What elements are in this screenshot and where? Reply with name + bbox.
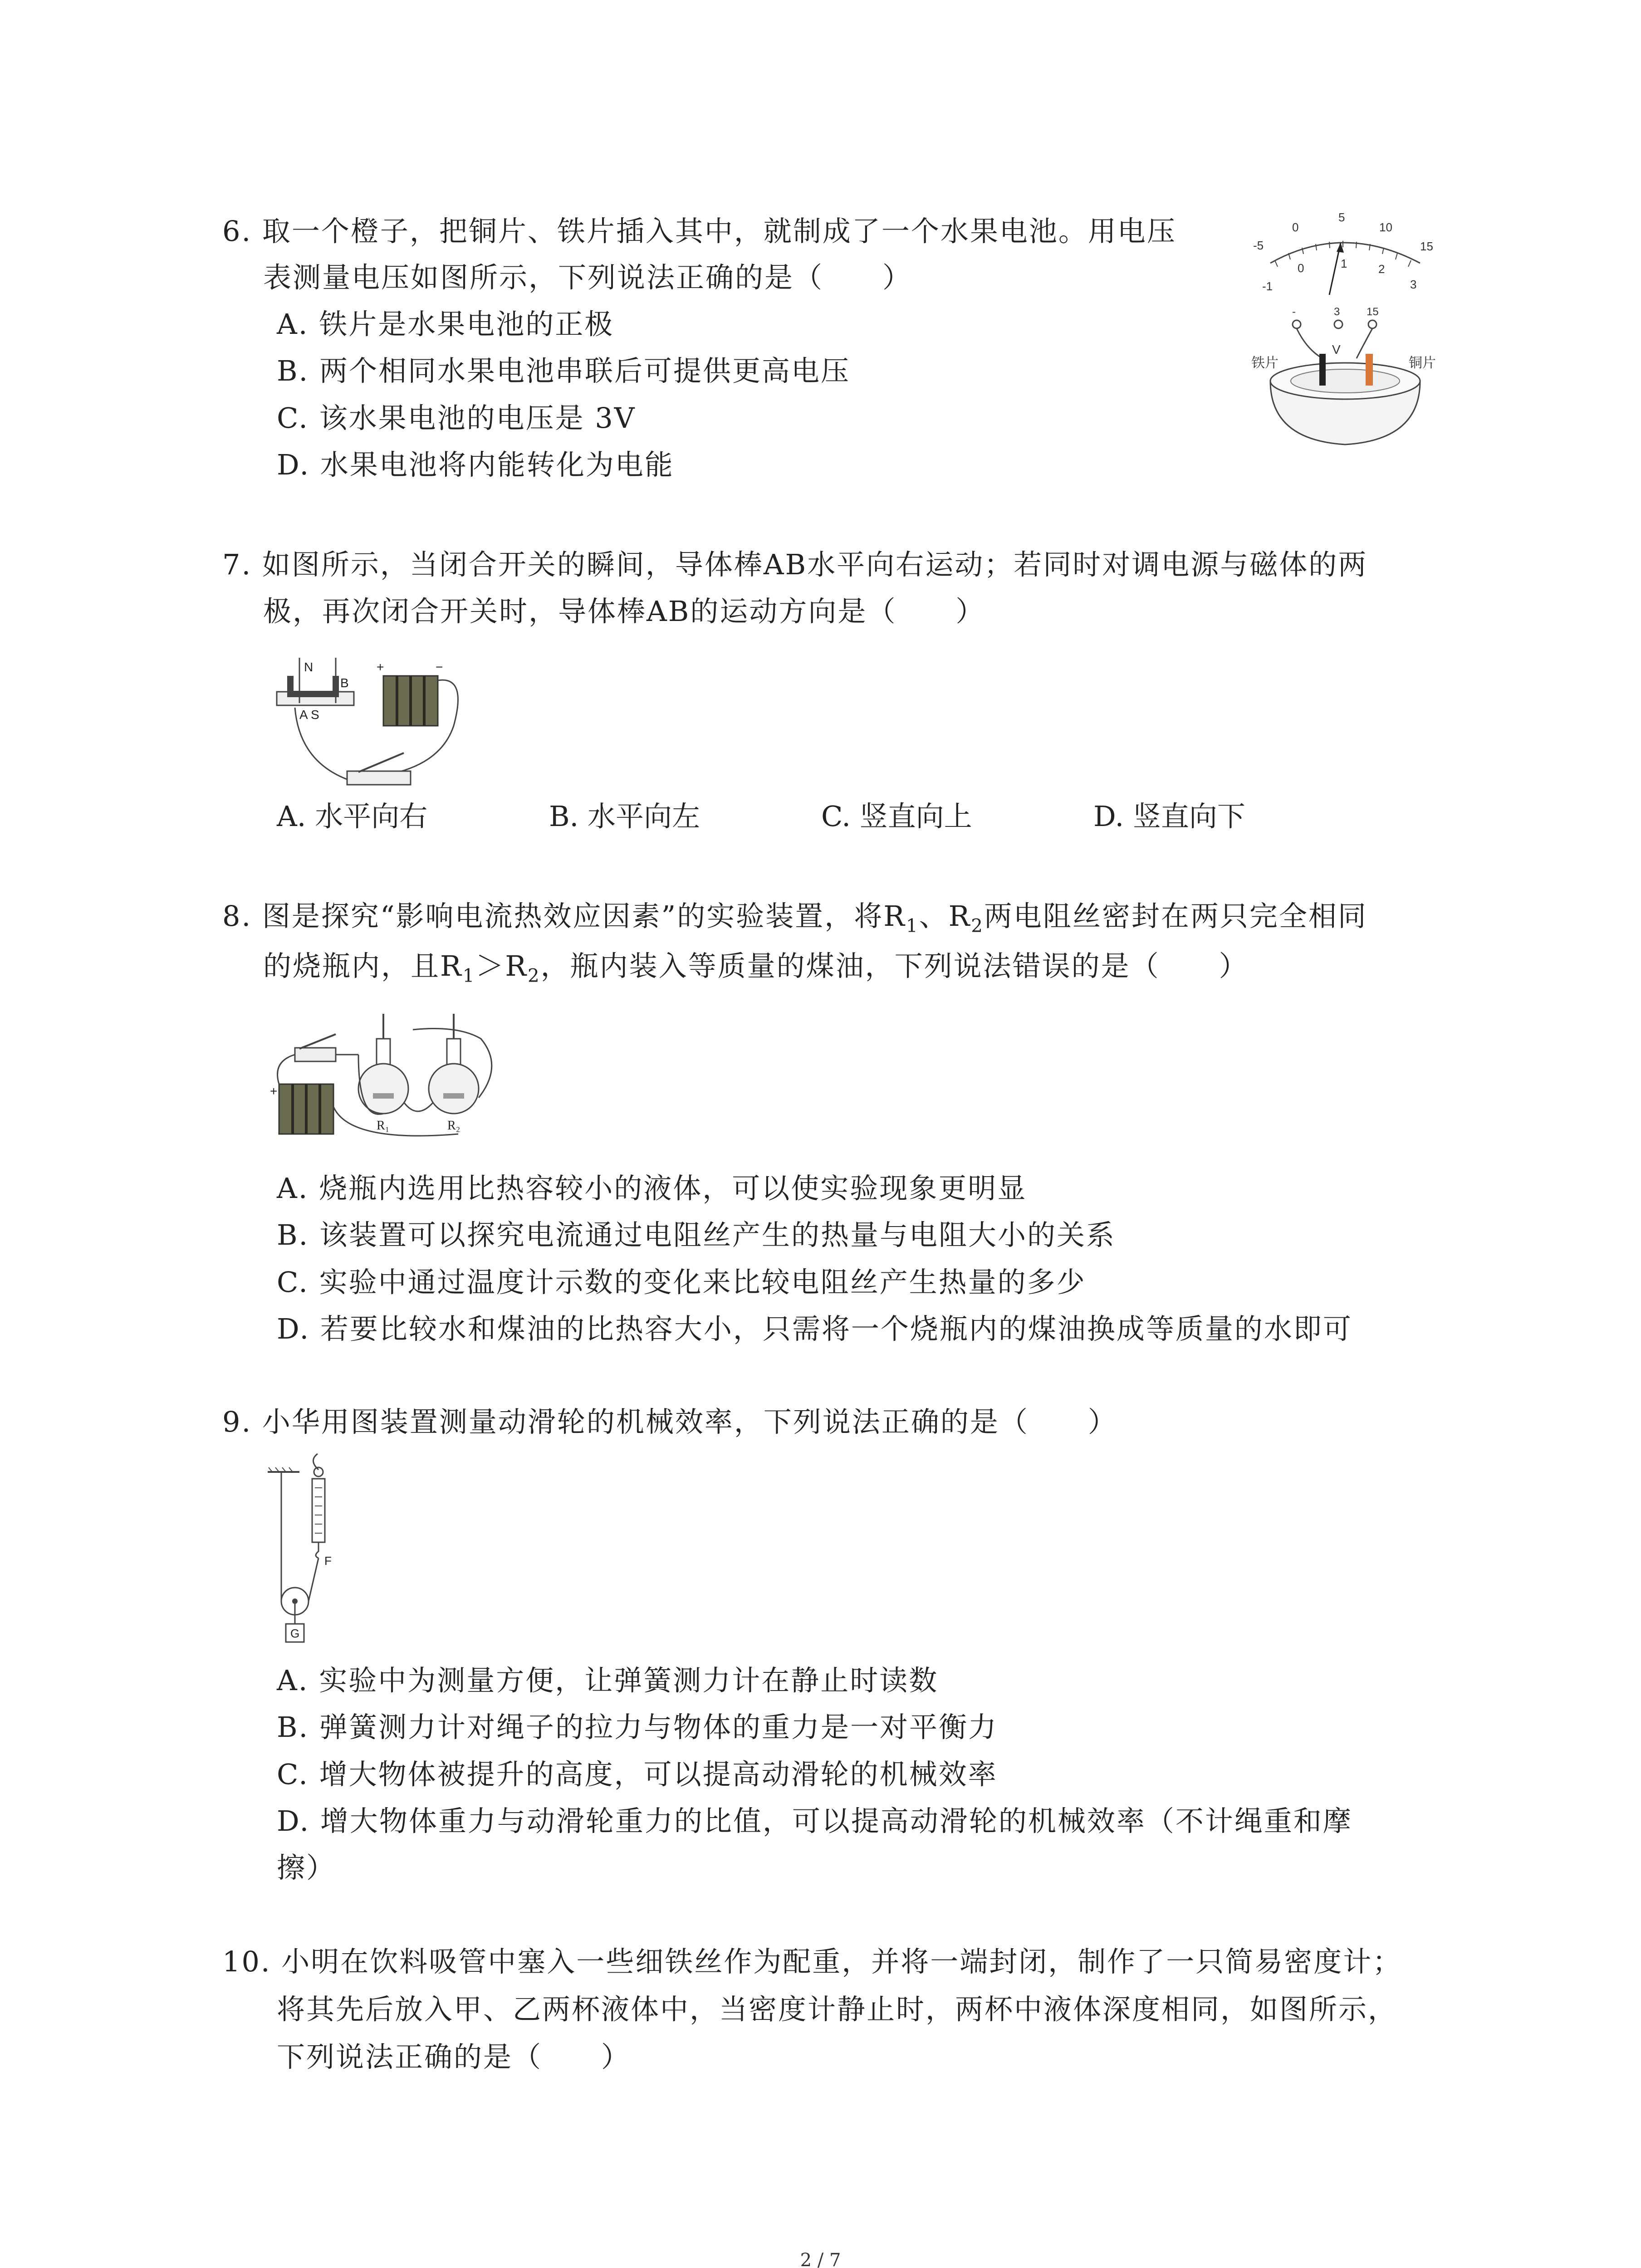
label-plus: + — [270, 1084, 278, 1098]
label-a: A — [299, 708, 308, 722]
label-b: B — [340, 676, 349, 690]
label-f: F — [324, 1554, 332, 1568]
battery-pack — [383, 676, 438, 726]
q9-option-c: C. 增大物体被提升的高度，可以提高动滑轮的机械效率 — [277, 1758, 998, 1791]
heating-flask-figure — [268, 1012, 513, 1148]
switch-base — [295, 1048, 336, 1061]
q7-stem-line2: 极，再次闭合开关时，导体棒AB的运动方向是（ ） — [263, 595, 985, 628]
q7-options — [277, 798, 1245, 835]
battery-pack — [279, 1084, 333, 1134]
scale-bottom-label: 1 — [1341, 257, 1347, 270]
meter-symbol: V — [1332, 342, 1341, 357]
q7-option-d: D. 竖直向下 — [1093, 800, 1245, 833]
scale-bottom-label: 3 — [1410, 278, 1417, 291]
label-s: S — [311, 708, 319, 722]
conductor-rod-figure — [268, 649, 485, 794]
q8-option-b: B. 该装置可以探究电流通过电阻丝产生的热量与电阻大小的关系 — [277, 1218, 1116, 1251]
q8-option-a: A. 烧瓶内选用比热容较小的液体，可以使实验现象更明显 — [277, 1172, 1027, 1205]
q6-stem-line1: 6. 取一个橙子，把铜片、铁片插入其中，就制成了一个水果电池。用电压 — [222, 215, 1176, 248]
q8-option-c: C. 实验中通过温度计示数的变化来比较电阻丝产生热量的多少 — [277, 1266, 1086, 1299]
iron-plate — [1319, 354, 1326, 386]
iron-label: 铁片 — [1251, 355, 1279, 371]
q7-option-b: B. 水平向左 — [549, 800, 700, 833]
fruit-battery-figure — [1243, 200, 1452, 454]
q6-option-a: A. 铁片是水果电池的正极 — [277, 308, 614, 341]
copper-label: 铜片 — [1409, 355, 1436, 371]
q7-option-a: A. 水平向右 — [277, 800, 428, 833]
label-r1: R₁ — [377, 1119, 390, 1133]
scale-top-label: 5 — [1338, 210, 1345, 224]
terminal-label: - — [1292, 306, 1296, 318]
q6-option-b: B. 两个相同水果电池串联后可提供更高电压 — [277, 354, 850, 387]
label-g: G — [290, 1627, 300, 1640]
scale-bottom-label: 2 — [1378, 262, 1385, 276]
q6-option-c: C. 该水果电池的电压是 3V — [277, 401, 636, 435]
label-minus: − — [436, 660, 443, 674]
pulley-figure — [268, 1452, 349, 1660]
scale-top-label: 0 — [1292, 220, 1299, 234]
scale-bottom-label: -1 — [1262, 279, 1273, 293]
scale-top-label: 10 — [1379, 220, 1392, 234]
q9-option-d: D. 增大物体重力与动滑轮重力的比值，可以提高动滑轮的机械效率（不计绳重和摩 — [277, 1804, 1352, 1838]
q9-option-d-cont: 擦） — [277, 1851, 336, 1884]
terminal-label: 15 — [1367, 306, 1379, 318]
switch-lever — [358, 753, 404, 772]
q8-stem-line1: 8. 图是探究“影响电流热效应因素”的实验装置，将$R_1$、$R_2$两电阻丝密封在两只完全相同 — [222, 899, 1367, 937]
q8-stem-line2: 的烧瓶内，且$R_1>R_2$，瓶内装入等质量的煤油，下列说法错误的是（ ） — [263, 949, 1249, 987]
label-plus: + — [377, 660, 384, 674]
q9-option-b: B. 弹簧测力计对绳子的拉力与物体的重力是一对平衡力 — [277, 1711, 998, 1744]
q10-stem-line2: 将其先后放入甲、乙两杯液体中，当密度计静止时，两杯中液体深度相同，如图所示， — [277, 1993, 1398, 2026]
page-number: 2 / 7 — [800, 2250, 841, 2268]
scale-top-label: 15 — [1420, 240, 1433, 253]
q8-option-d: D. 若要比较水和煤油的比热容大小，只需将一个烧瓶内的煤油换成等质量的水即可 — [277, 1312, 1352, 1345]
label-r2: R₂ — [447, 1119, 460, 1133]
q9-option-a: A. 实验中为测量方便，让弹簧测力计在静止时读数 — [277, 1664, 939, 1697]
q9-stem-line1: 9. 小华用图装置测量动滑轮的机械效率，下列说法正确的是（ ） — [222, 1405, 1117, 1438]
label-n: N — [304, 660, 314, 674]
switch-base — [347, 771, 411, 785]
terminal-label: 3 — [1334, 306, 1340, 318]
q10-stem-line1: 10. 小明在饮料吸管中塞入一些细铁丝作为配重，并将一端封闭，制作了一只简易密度计； — [222, 1945, 1402, 1978]
q7-stem-line1: 7. 如图所示，当闭合开关的瞬间，导体棒AB水平向右运动；若同时对调电源与磁体的两 — [222, 548, 1368, 581]
scale-top-label: -5 — [1253, 239, 1264, 252]
q7-option-c: C. 竖直向上 — [821, 800, 972, 833]
copper-plate — [1366, 354, 1373, 386]
scale-bottom-label: 0 — [1298, 261, 1304, 275]
q6-option-d: D. 水果电池将内能转化为电能 — [277, 448, 674, 481]
flask-r1 — [358, 1014, 408, 1114]
q6-stem-line2: 表测量电压如图所示，下列说法正确的是（ ） — [263, 261, 912, 294]
q10-stem-line3: 下列说法正确的是（ ） — [277, 2040, 631, 2073]
